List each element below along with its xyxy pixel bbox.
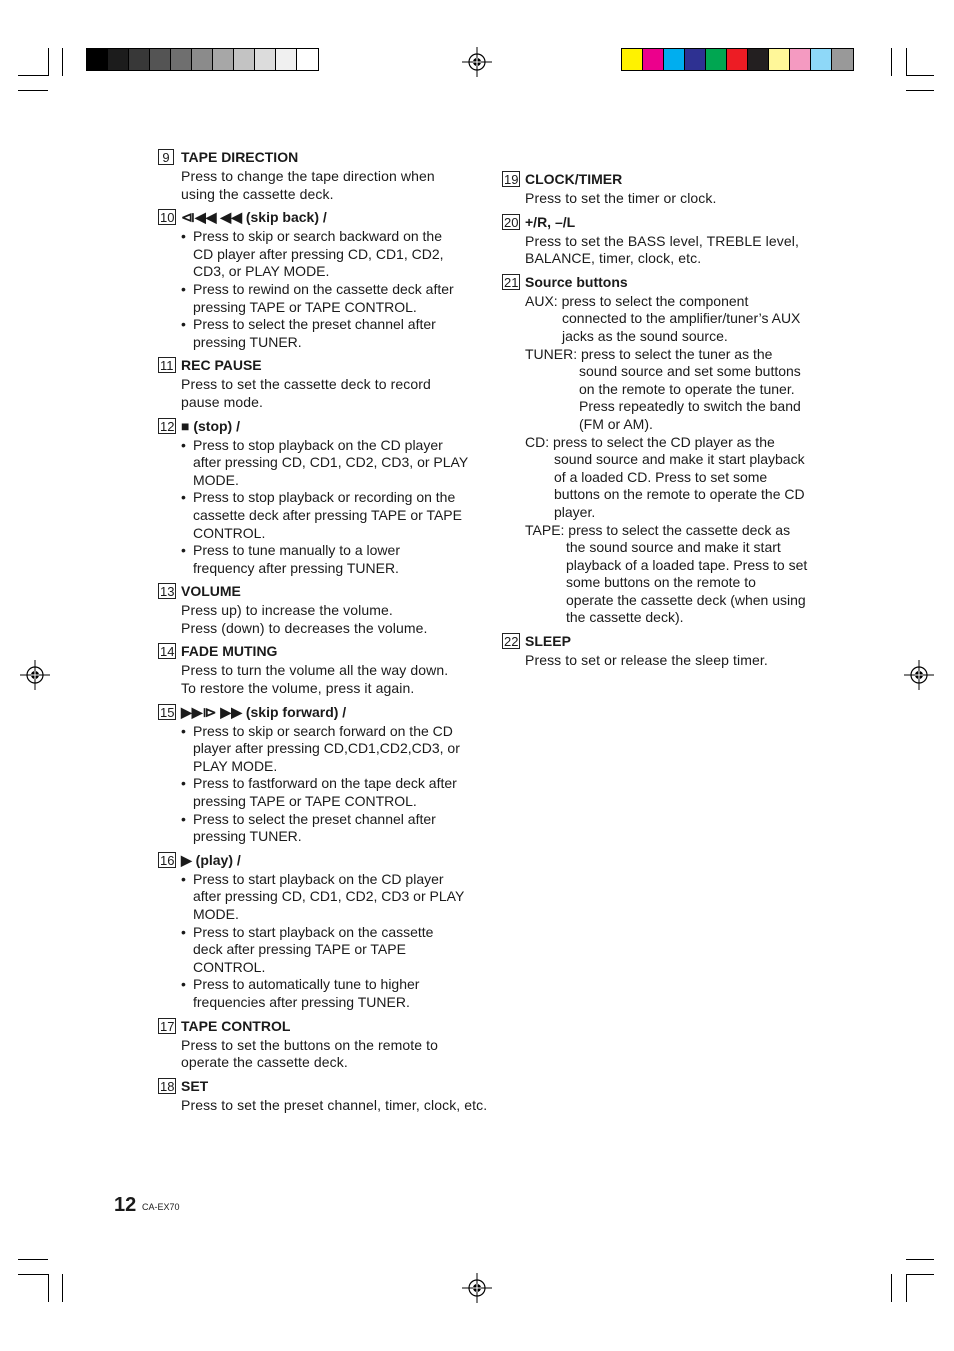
callout-number: 11: [160, 358, 174, 374]
gray-swatch: [150, 49, 171, 70]
bullet-item: [181, 228, 503, 281]
bullet-line: CD player after pressing CD, CD1, CD2,: [193, 245, 444, 262]
registration-mark-icon: [904, 660, 934, 690]
bullet-line: • Press to automatically tune to higher: [193, 976, 420, 993]
bullet-line: pressing TAPE or TAPE CONTROL.: [193, 298, 417, 315]
right-column: [502, 170, 832, 675]
color-swatch: [811, 49, 832, 70]
description-line: Press (down) to decreases the volume.: [181, 619, 428, 636]
bullet-line: after pressing CD, CD1, CD2, CD3, or PLAY: [193, 454, 469, 471]
bullet-line: PLAY MODE.: [193, 757, 278, 774]
callout-heading: Source buttons: [525, 273, 628, 290]
gray-swatch: [255, 49, 276, 70]
source-line: (FM or AM).: [579, 415, 653, 432]
source-line: sound source and set some buttons: [579, 363, 801, 380]
bullet-line: • Press to select the preset channel after: [193, 316, 436, 333]
callout-number: 10: [160, 210, 175, 226]
source-line: of a loaded CD. Press to set some: [554, 468, 768, 485]
description-line: pause mode.: [181, 393, 264, 410]
callout-item: [158, 356, 503, 411]
source-line: operate the cassette deck (when using: [566, 591, 806, 608]
source-line: buttons on the remote to operate the CD: [554, 486, 805, 503]
color-swatch: [706, 49, 727, 70]
callout-item: [158, 148, 503, 203]
source-line: some buttons on the remote to: [566, 574, 756, 591]
description-line: To restore the volume, press it again.: [181, 680, 415, 697]
registration-mark-icon: [462, 1273, 492, 1303]
color-swatch: [748, 49, 769, 70]
bullet-line: CONTROL.: [193, 958, 266, 975]
description-line: Press to set the buttons on the remote to: [181, 1036, 439, 1053]
gray-swatch: [213, 49, 234, 70]
bullet-item: [181, 871, 503, 924]
source-line: on the remote to operate the tuner.: [579, 380, 795, 397]
bullet-item: [181, 489, 503, 542]
callout-number: 19: [504, 172, 519, 187]
bullet-line: pressing TAPE or TAPE CONTROL.: [193, 793, 417, 810]
callout-item: [158, 703, 503, 846]
callout-heading: SLEEP: [525, 633, 571, 650]
color-swatch: [769, 49, 790, 70]
callout-item: [502, 273, 832, 627]
callout-number: 12: [160, 418, 175, 434]
color-swatch: [727, 49, 748, 70]
gray-swatch: [108, 49, 129, 70]
callout-heading: FADE MUTING: [181, 643, 278, 660]
bullet-line: cassette deck after pressing TAPE or TAPE: [193, 506, 462, 523]
callout-item: [502, 632, 832, 670]
description-line: Press to change the tape direction when: [181, 168, 435, 184]
callout-heading: ⧏◀◀ ◀◀ (skip back) /: [181, 209, 327, 226]
bullet-line: after pressing CD, CD1, CD2, CD3 or PLAY: [193, 888, 465, 905]
source-line: the cassette deck).: [566, 609, 684, 626]
bullet-line: player after pressing CD,CD1,CD2,CD3, or: [193, 740, 460, 757]
registration-mark-icon: [20, 660, 50, 690]
callout-item: [158, 642, 503, 697]
source-line: sound source and make it start playback: [554, 451, 805, 468]
source-line: player.: [554, 503, 596, 520]
callout-number: 22: [504, 634, 519, 650]
gray-swatch: [87, 49, 108, 70]
callout-heading: ■ (stop) /: [181, 417, 241, 434]
description-line: Press to set the BASS level, TREBLE level,: [525, 232, 799, 249]
bullet-line: MODE.: [193, 906, 239, 922]
bullet-line: • Press to fastforward on the tape deck after: [193, 775, 457, 792]
bullet-item: [181, 811, 503, 846]
source-line: TAPE: press to select the cassette deck as: [525, 521, 791, 538]
description-line: operate the cassette deck.: [181, 1054, 348, 1071]
callout-heading: ▶▶⧐ ▶▶ (skip forward) /: [181, 703, 347, 720]
bullet-line: • Press to stop playback on the CD player: [193, 436, 443, 453]
callout-heading: +/R, –/L: [525, 213, 576, 230]
callout-item: [502, 170, 832, 208]
color-swatch-bar: [621, 48, 854, 71]
color-swatch: [685, 49, 706, 70]
description-line: Press to set the cassette deck to record: [181, 376, 431, 393]
callout-number: 13: [160, 584, 175, 600]
source-entry: [525, 522, 832, 628]
callout-number: 18: [160, 1078, 175, 1094]
bullet-line: CD3, or PLAY MODE.: [193, 263, 330, 280]
bullet-line: frequency after pressing TUNER.: [193, 559, 399, 576]
bullet-line: CONTROL.: [193, 524, 266, 541]
callout-item: [158, 208, 503, 351]
bullet-item: [181, 976, 503, 1011]
bullet-item: [181, 775, 503, 810]
gray-swatch-bar: [86, 48, 319, 71]
gray-swatch: [129, 49, 150, 70]
callout-item: [158, 1017, 503, 1072]
gray-swatch: [192, 49, 213, 70]
callout-heading: TAPE DIRECTION: [181, 149, 299, 165]
bullet-line: pressing TUNER.: [193, 333, 302, 350]
description-line: Press to set the preset channel, timer, clock, etc.: [181, 1096, 488, 1113]
bullet-line: • Press to tune manually to a lower: [193, 542, 400, 559]
gray-swatch: [234, 49, 255, 70]
gray-swatch: [171, 49, 192, 70]
callout-item: [158, 1077, 503, 1115]
callout-item: [158, 582, 503, 637]
color-swatch: [790, 49, 811, 70]
source-line: TUNER: press to select the tuner as the: [525, 345, 773, 362]
gray-swatch: [276, 49, 297, 70]
bullet-line: MODE.: [193, 471, 239, 488]
bullet-line: • Press to rewind on the cassette deck after: [193, 280, 454, 297]
source-entry: [525, 346, 832, 434]
bullet-item: [181, 437, 503, 490]
bullet-line: • Press to select the preset channel after: [193, 810, 436, 827]
callout-number: 9: [158, 149, 174, 165]
bullet-line: pressing TUNER.: [193, 828, 302, 845]
description-line: Press up) to increase the volume.: [181, 602, 393, 619]
bullet-line: • Press to start playback on the cassette: [193, 923, 434, 940]
description-line: Press to set the timer or clock.: [525, 190, 717, 206]
color-swatch: [643, 49, 664, 70]
description-line: Press to turn the volume all the way down.: [181, 662, 449, 679]
bullet-item: [181, 924, 503, 977]
source-line: Press repeatedly to switch the band: [579, 398, 801, 415]
callout-heading: REC PAUSE: [181, 357, 262, 374]
source-line: jacks as the sound source.: [562, 327, 728, 344]
source-entry: [525, 434, 832, 522]
callout-number: 16: [160, 852, 175, 868]
callout-item: [158, 417, 503, 578]
source-entry: [525, 293, 832, 346]
color-swatch: [832, 49, 853, 70]
bullet-line: • Press to skip or search forward on the CD: [193, 722, 453, 739]
callout-heading: SET: [181, 1077, 209, 1094]
callout-number: 20: [504, 214, 519, 230]
source-line: CD: press to select the CD player as the: [525, 433, 775, 450]
source-line: connected to the amplifier/tuner’s AUX: [562, 310, 801, 327]
source-line: AUX: press to select the component: [525, 292, 749, 309]
left-column: [158, 148, 503, 1119]
bullet-line: • Press to skip or search backward on the: [193, 228, 443, 245]
source-line: playback of a loaded tape. Press to set: [566, 556, 808, 573]
bullet-line: • Press to stop playback or recording on the: [193, 489, 456, 506]
gray-swatch: [297, 49, 318, 70]
model-number: CA-EX70: [142, 1202, 180, 1212]
callout-heading: CLOCK/TIMER: [525, 171, 623, 187]
bullet-item: [181, 281, 503, 316]
page-number: 12: [114, 1194, 137, 1216]
color-swatch: [622, 49, 643, 70]
callout-number: 14: [160, 644, 175, 660]
registration-mark-icon: [462, 47, 492, 77]
bullet-item: [181, 723, 503, 776]
callout-number: 21: [504, 274, 519, 290]
bullet-line: deck after pressing TAPE or TAPE: [193, 941, 406, 958]
callout-item: [158, 851, 503, 1012]
callout-number: 17: [160, 1018, 175, 1034]
bullet-item: [181, 542, 503, 577]
bullet-line: • Press to start playback on the CD player: [193, 870, 444, 887]
description-line: Press to set or release the sleep timer.: [525, 652, 768, 669]
bullet-line: frequencies after pressing TUNER.: [193, 993, 410, 1010]
callout-heading: TAPE CONTROL: [181, 1017, 291, 1034]
bullet-item: [181, 316, 503, 351]
color-swatch: [664, 49, 685, 70]
description-line: using the cassette deck.: [181, 185, 334, 202]
description-line: BALANCE, timer, clock, etc.: [525, 250, 702, 267]
callout-heading: VOLUME: [181, 583, 241, 600]
callout-heading: ▶ (play) /: [181, 851, 241, 868]
source-line: the sound source and make it start: [566, 539, 781, 556]
callout-number: 15: [160, 704, 175, 720]
callout-item: [502, 213, 832, 268]
